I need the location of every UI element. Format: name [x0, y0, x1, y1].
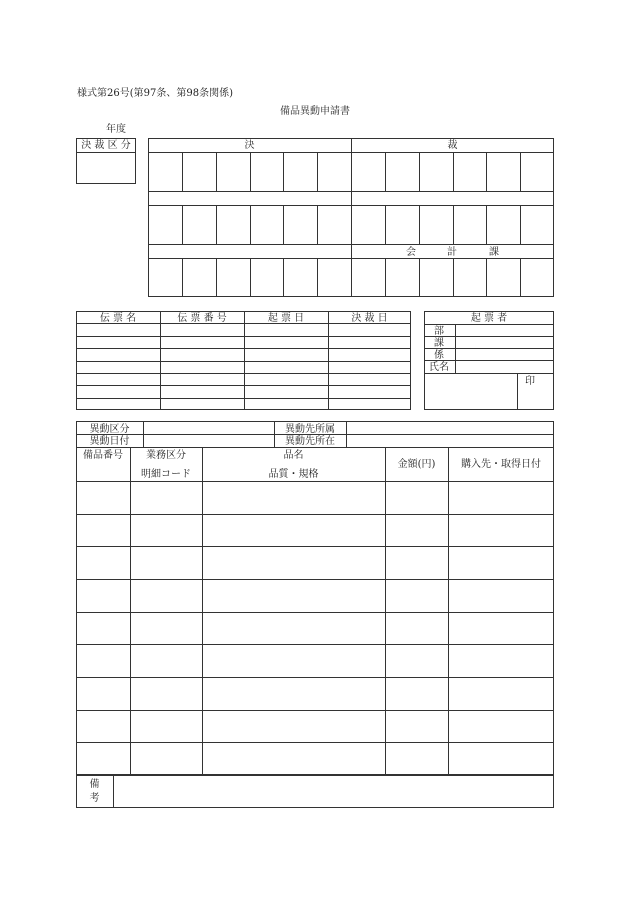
grid-line-h — [76, 644, 554, 645]
grid-line-h — [76, 481, 554, 482]
transfer-date-label: 異動日付 — [89, 436, 130, 447]
grid-line-v — [486, 258, 487, 297]
drafter-row-name: 氏名 — [429, 362, 449, 373]
header-item-name: 品名 — [283, 450, 304, 461]
grid-line-h — [76, 742, 554, 743]
grid-line-h — [76, 385, 411, 386]
dest-dept-label: 異動先所属 — [285, 424, 335, 435]
grid-line-v — [520, 258, 521, 297]
remarks-label-bi: 備 — [89, 779, 100, 790]
grid-line-v — [385, 447, 386, 775]
header-quality-spec: 品質・規格 — [268, 469, 319, 480]
voucher-header-number: 伝 票 番 号 — [177, 313, 227, 324]
drafter-row-kakari: 係 — [434, 350, 444, 361]
seal-label: 印 — [525, 376, 535, 387]
grid-line-h — [76, 398, 411, 399]
grid-line-v — [216, 205, 217, 244]
grid-line-v — [143, 421, 144, 447]
form-number: 様式第26号(第97条、第98条関係) — [77, 88, 233, 99]
grid-line-v — [453, 258, 454, 297]
grid-line-h — [76, 710, 554, 711]
grid-line-v — [385, 152, 386, 191]
accounting-kei: 計 — [447, 247, 457, 258]
drafter-row-bu: 部 — [434, 326, 444, 337]
accounting-kai: 会 — [406, 247, 416, 258]
voucher-header-approval-date: 決 裁 日 — [351, 313, 388, 324]
grid-line-v — [351, 244, 352, 258]
grid-line-v — [317, 258, 318, 297]
grid-line-v — [419, 205, 420, 244]
header-business-category: 業務区分 — [146, 450, 186, 461]
remarks-label-kou: 考 — [89, 793, 100, 804]
grid-line-h — [76, 514, 554, 515]
grid-line-v — [202, 447, 203, 775]
grid-line-h — [76, 361, 411, 362]
grid-line-v — [250, 152, 251, 191]
grid-line-h — [76, 336, 411, 337]
dest-location-label: 異動先所在 — [285, 436, 335, 447]
grid-line-v — [351, 258, 352, 297]
grid-line-h — [76, 612, 554, 613]
remarks-box — [76, 775, 554, 808]
grid-line-v — [453, 205, 454, 244]
voucher-header-name: 伝 票 名 — [99, 313, 137, 324]
grid-line-v — [182, 258, 183, 297]
divider — [113, 775, 114, 808]
grid-line-v — [520, 205, 521, 244]
fiscal-year-label: 年度 — [106, 124, 126, 135]
grid-line-v — [385, 205, 386, 244]
grid-line-v — [517, 373, 518, 410]
grid-line-v — [283, 205, 284, 244]
grid-line-v — [486, 152, 487, 191]
header-item-number: 備品番号 — [83, 450, 123, 461]
grid-line-v — [250, 205, 251, 244]
grid-line-v — [130, 447, 131, 775]
page-title: 備品異動申請書 — [280, 106, 350, 117]
grid-line-v — [283, 152, 284, 191]
grid-line-v — [182, 205, 183, 244]
grid-line-v — [351, 205, 352, 244]
approval-sai: 裁 — [447, 140, 458, 151]
drafter-header: 起 票 者 — [470, 313, 508, 324]
grid-line-h — [76, 579, 554, 580]
approval-ketsu: 決 — [244, 140, 255, 151]
drafter-row-ka: 課 — [434, 338, 444, 349]
grid-line-v — [419, 152, 420, 191]
header-detail-code: 明細コード — [141, 469, 191, 480]
grid-line-v — [317, 152, 318, 191]
grid-line-v — [351, 191, 352, 205]
grid-line-v — [448, 447, 449, 775]
grid-line-v — [317, 205, 318, 244]
grid-line-v — [283, 258, 284, 297]
grid-line-v — [385, 258, 386, 297]
header-amount: 金額(円) — [397, 459, 436, 470]
grid-line-v — [346, 421, 347, 447]
grid-line-v — [182, 152, 183, 191]
grid-line-v — [216, 152, 217, 191]
grid-line-h — [76, 677, 554, 678]
grid-line-v — [520, 152, 521, 191]
grid-line-v — [351, 152, 352, 191]
grid-line-h — [76, 373, 411, 374]
grid-line-h — [76, 546, 554, 547]
voucher-header-issue-date: 起 票 日 — [267, 313, 305, 324]
divider — [76, 152, 136, 153]
grid-line-v — [453, 152, 454, 191]
grid-line-v — [216, 258, 217, 297]
grid-line-v — [250, 258, 251, 297]
accounting-ka: 課 — [489, 247, 499, 258]
header-supplier-date: 購入先・取得日付 — [461, 459, 541, 470]
grid-line-v — [455, 324, 456, 373]
approval-category-label: 決 裁 区 分 — [81, 140, 131, 151]
transfer-type-label: 異動区分 — [89, 424, 130, 435]
grid-line-h — [76, 348, 411, 349]
grid-line-v — [419, 258, 420, 297]
grid-line-v — [486, 205, 487, 244]
